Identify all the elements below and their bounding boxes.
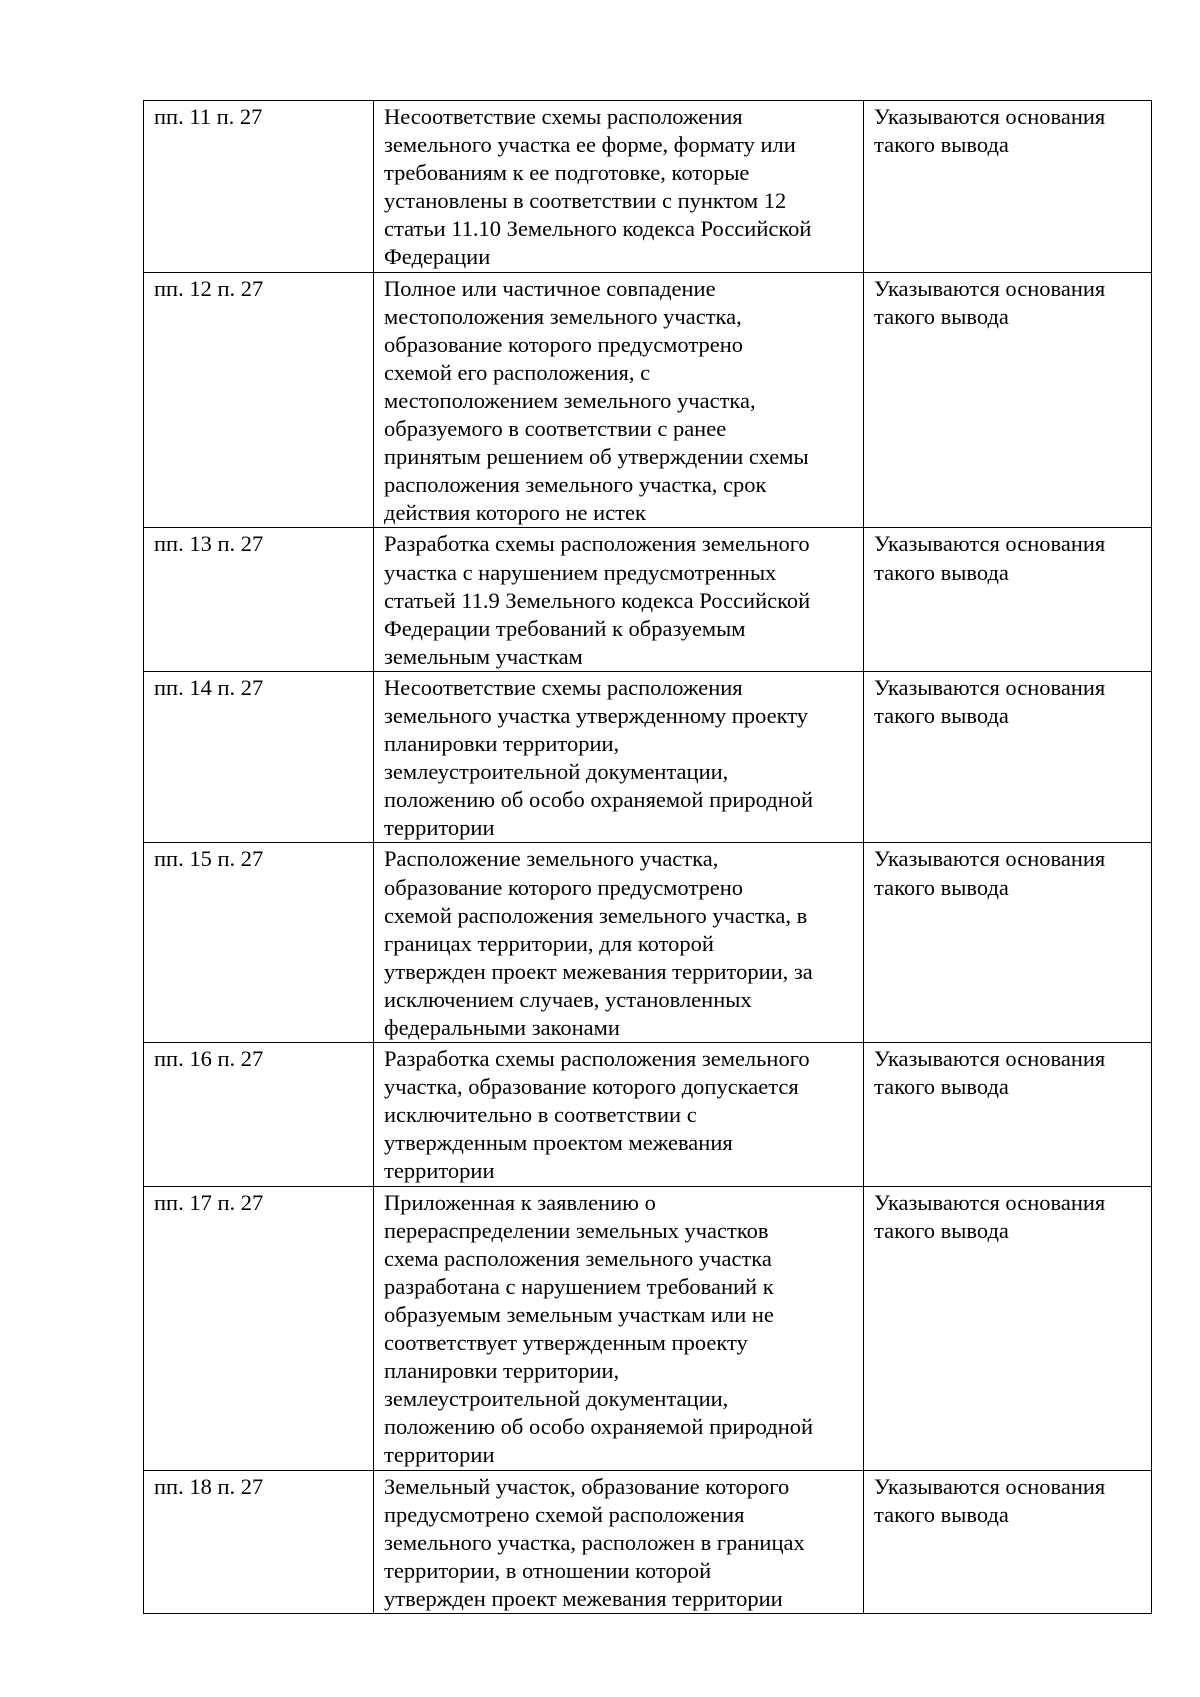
note-cell (864, 843, 1152, 1043)
note-line: такого вывода (874, 702, 1009, 728)
description-line: Несоответствие схемы расположения (384, 674, 743, 700)
description-line: утвержденным проектом межевания (384, 1130, 733, 1156)
description-line: Приложенная к заявлению о (384, 1189, 656, 1215)
description-line: Федерации (384, 244, 491, 270)
note-line: такого вывода (874, 303, 1009, 329)
description-line: соответствует утвержденным проекту (384, 1330, 748, 1356)
description-line: образуемым земельным участкам или не (384, 1301, 774, 1327)
table-row (144, 671, 1152, 843)
note-line: Указываются основания (874, 1473, 1106, 1499)
note-line: Указываются основания (874, 104, 1106, 129)
description-line: схемой его расположения, с (384, 359, 651, 385)
description-line: земельного участка утвержденному проекту (384, 702, 809, 728)
description-cell (374, 101, 864, 273)
ref-cell (144, 272, 374, 528)
description-cell (374, 671, 864, 843)
description-line: планировки территории, (384, 731, 620, 757)
description-line: статьи 11.10 Земельного кодекса Российской (384, 216, 812, 242)
description-line: схемой расположения земельного участка, в (384, 902, 808, 928)
description-line: землеустроительной документации, (384, 759, 729, 785)
table-row (144, 843, 1152, 1043)
table-body (144, 101, 1152, 1614)
ref-cell (144, 528, 374, 671)
ref-cell (144, 843, 374, 1043)
table-row (144, 1470, 1152, 1613)
note-line: такого вывода (874, 1074, 1009, 1100)
note-cell (864, 1043, 1152, 1186)
note-line: Указываются основания (874, 1046, 1106, 1072)
clause-reference: пп. 13 п. 27 (154, 531, 264, 557)
description-line: Полное или частичное совпадение (384, 275, 716, 301)
description-line: территории (384, 1158, 495, 1184)
description-line: землеустроительной документации, (384, 1386, 729, 1412)
description-line: Несоответствие схемы расположения (384, 104, 743, 129)
clause-reference: пп. 14 п. 27 (154, 674, 264, 700)
description-line: границах территории, для которой (384, 930, 714, 956)
ref-cell (144, 1470, 374, 1613)
clause-reference: пп. 15 п. 27 (154, 846, 264, 872)
ref-cell (144, 671, 374, 843)
table-row (144, 272, 1152, 528)
description-line: образование которого предусмотрено (384, 874, 744, 900)
description-line: разработана с нарушением требований к (384, 1273, 774, 1299)
note-line: Указываются основания (874, 275, 1106, 301)
note-cell (864, 272, 1152, 528)
description-line: земельного участка, расположен в границах (384, 1529, 805, 1555)
description-line: утвержден проект межевания территории (384, 1585, 783, 1611)
description-line: положению об особо охраняемой природной (384, 1414, 814, 1440)
note-line: Указываются основания (874, 531, 1106, 557)
description-line: участка с нарушением предусмотренных (384, 559, 777, 585)
table-row (144, 1186, 1152, 1470)
description-line: статьей 11.9 Земельного кодекса Российской (384, 587, 811, 613)
clause-reference: пп. 18 п. 27 (154, 1473, 264, 1499)
description-line: перераспределении земельных участков (384, 1217, 769, 1243)
ref-cell (144, 1186, 374, 1470)
description-line: земельного участка ее форме, формату или (384, 132, 796, 158)
description-line: образуемого в соответствии с ранее (384, 416, 727, 442)
clause-reference: пп. 11 п. 27 (154, 104, 263, 129)
description-line: предусмотрено схемой расположения (384, 1501, 745, 1527)
note-cell (864, 671, 1152, 843)
note-line: такого вывода (874, 559, 1009, 585)
description-cell (374, 1470, 864, 1613)
description-cell (374, 843, 864, 1043)
description-line: территории, в отношении которой (384, 1557, 712, 1583)
description-line: территории (384, 815, 495, 841)
description-line: положению об особо охраняемой природной (384, 787, 814, 813)
table-row (144, 1043, 1152, 1186)
description-line: земельным участкам (384, 643, 583, 669)
description-cell (374, 1186, 864, 1470)
note-cell (864, 101, 1152, 273)
description-line: планировки территории, (384, 1358, 620, 1384)
description-line: местоположения земельного участка, (384, 303, 742, 329)
ref-cell (144, 1043, 374, 1186)
clause-reference: пп. 16 п. 27 (154, 1046, 264, 1072)
note-line: такого вывода (874, 1217, 1009, 1243)
description-line: требованиям к ее подготовке, которые (384, 160, 750, 186)
description-line: утвержден проект межевания территории, за (384, 958, 813, 984)
note-line: Указываются основания (874, 1189, 1106, 1215)
description-line: Земельный участок, образование которого (384, 1473, 790, 1499)
ref-cell (144, 101, 374, 273)
description-line: Разработка схемы расположения земельного (384, 1046, 810, 1072)
note-line: такого вывода (874, 132, 1009, 158)
description-line: схема расположения земельного участка (384, 1245, 772, 1271)
note-line: Указываются основания (874, 846, 1106, 872)
description-line: расположения земельного участка, срок (384, 472, 767, 498)
description-line: исключением случаев, установленных (384, 986, 752, 1012)
description-line: действия которого не истек (384, 500, 646, 526)
note-line: Указываются основания (874, 674, 1106, 700)
description-line: Расположение земельного участка, (384, 846, 719, 872)
description-line: принятым решением об утверждении схемы (384, 444, 809, 470)
note-line: такого вывода (874, 874, 1009, 900)
description-cell (374, 1043, 864, 1186)
description-cell (374, 528, 864, 671)
clause-reference: пп. 17 п. 27 (154, 1189, 264, 1215)
description-line: территории (384, 1442, 495, 1468)
table-row (144, 101, 1152, 273)
description-line: Разработка схемы расположения земельного (384, 531, 810, 557)
description-line: исключительно в соответствии с (384, 1102, 697, 1128)
note-line: такого вывода (874, 1501, 1009, 1527)
table-row (144, 528, 1152, 671)
clause-reference: пп. 12 п. 27 (154, 275, 264, 301)
note-cell (864, 528, 1152, 671)
grounds-table (143, 100, 1152, 1614)
description-line: Федерации требований к образуемым (384, 615, 746, 641)
description-line: установлены в соответствии с пунктом 12 (384, 188, 787, 214)
note-cell (864, 1470, 1152, 1613)
description-line: образование которого предусмотрено (384, 331, 744, 357)
description-line: участка, образование которого допускается (384, 1074, 799, 1100)
description-line: местоположением земельного участка, (384, 387, 756, 413)
description-cell (374, 272, 864, 528)
note-cell (864, 1186, 1152, 1470)
description-line: федеральными законами (384, 1015, 620, 1040)
